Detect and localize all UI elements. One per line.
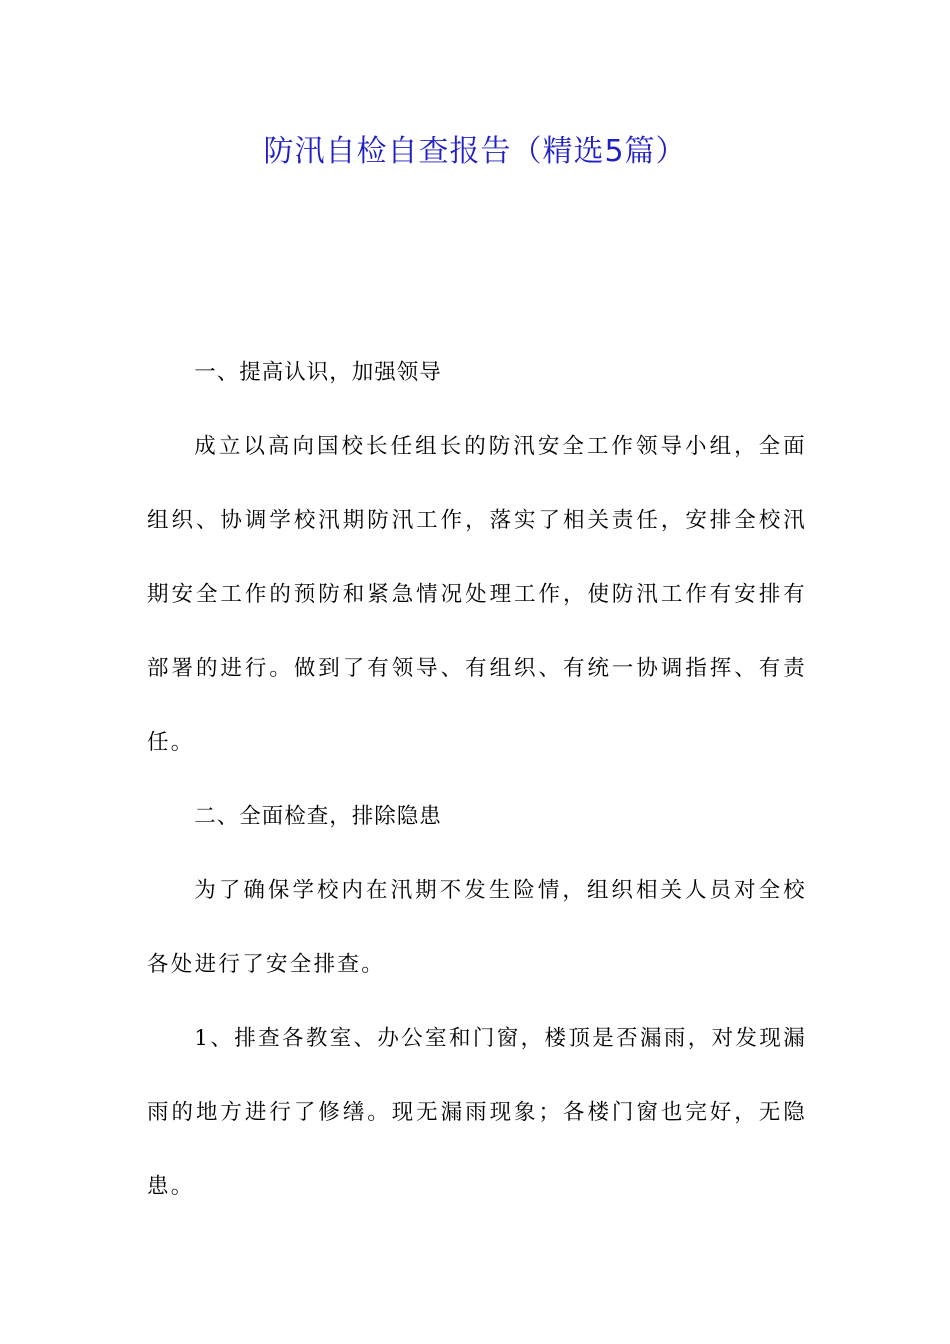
document-title: 防汛自检自查报告（精选5篇） — [263, 134, 687, 169]
paragraph-2: 为了确保学校内在汛期不发生险情，组织相关人员对全校各处进行了安全排查。 — [147, 878, 807, 977]
paragraph-3: 1、排查各教室、办公室和门窗，楼顶是否漏雨，对发现漏雨的地方进行了修缮。现无漏雨现象；各楼门窗也完好，无隐患。 — [147, 1026, 807, 1199]
section-heading-2: 二、全面检查，排除隐患 — [194, 804, 442, 829]
paragraph-1: 成立以高向国校长任组长的防汛安全工作领导小组，全面组织、协调学校汛期防汛工作，落实了相关责任，安排全校汛期安全工作的预防和紧急情况处理工作，使防汛工作有安排有部署的进行。做到了有领导、有组织、有统一协调指挥、有责任。 — [147, 434, 807, 755]
document-body — [147, 336, 807, 1224]
section-heading-1: 一、提高认识，加强领导 — [194, 360, 442, 385]
